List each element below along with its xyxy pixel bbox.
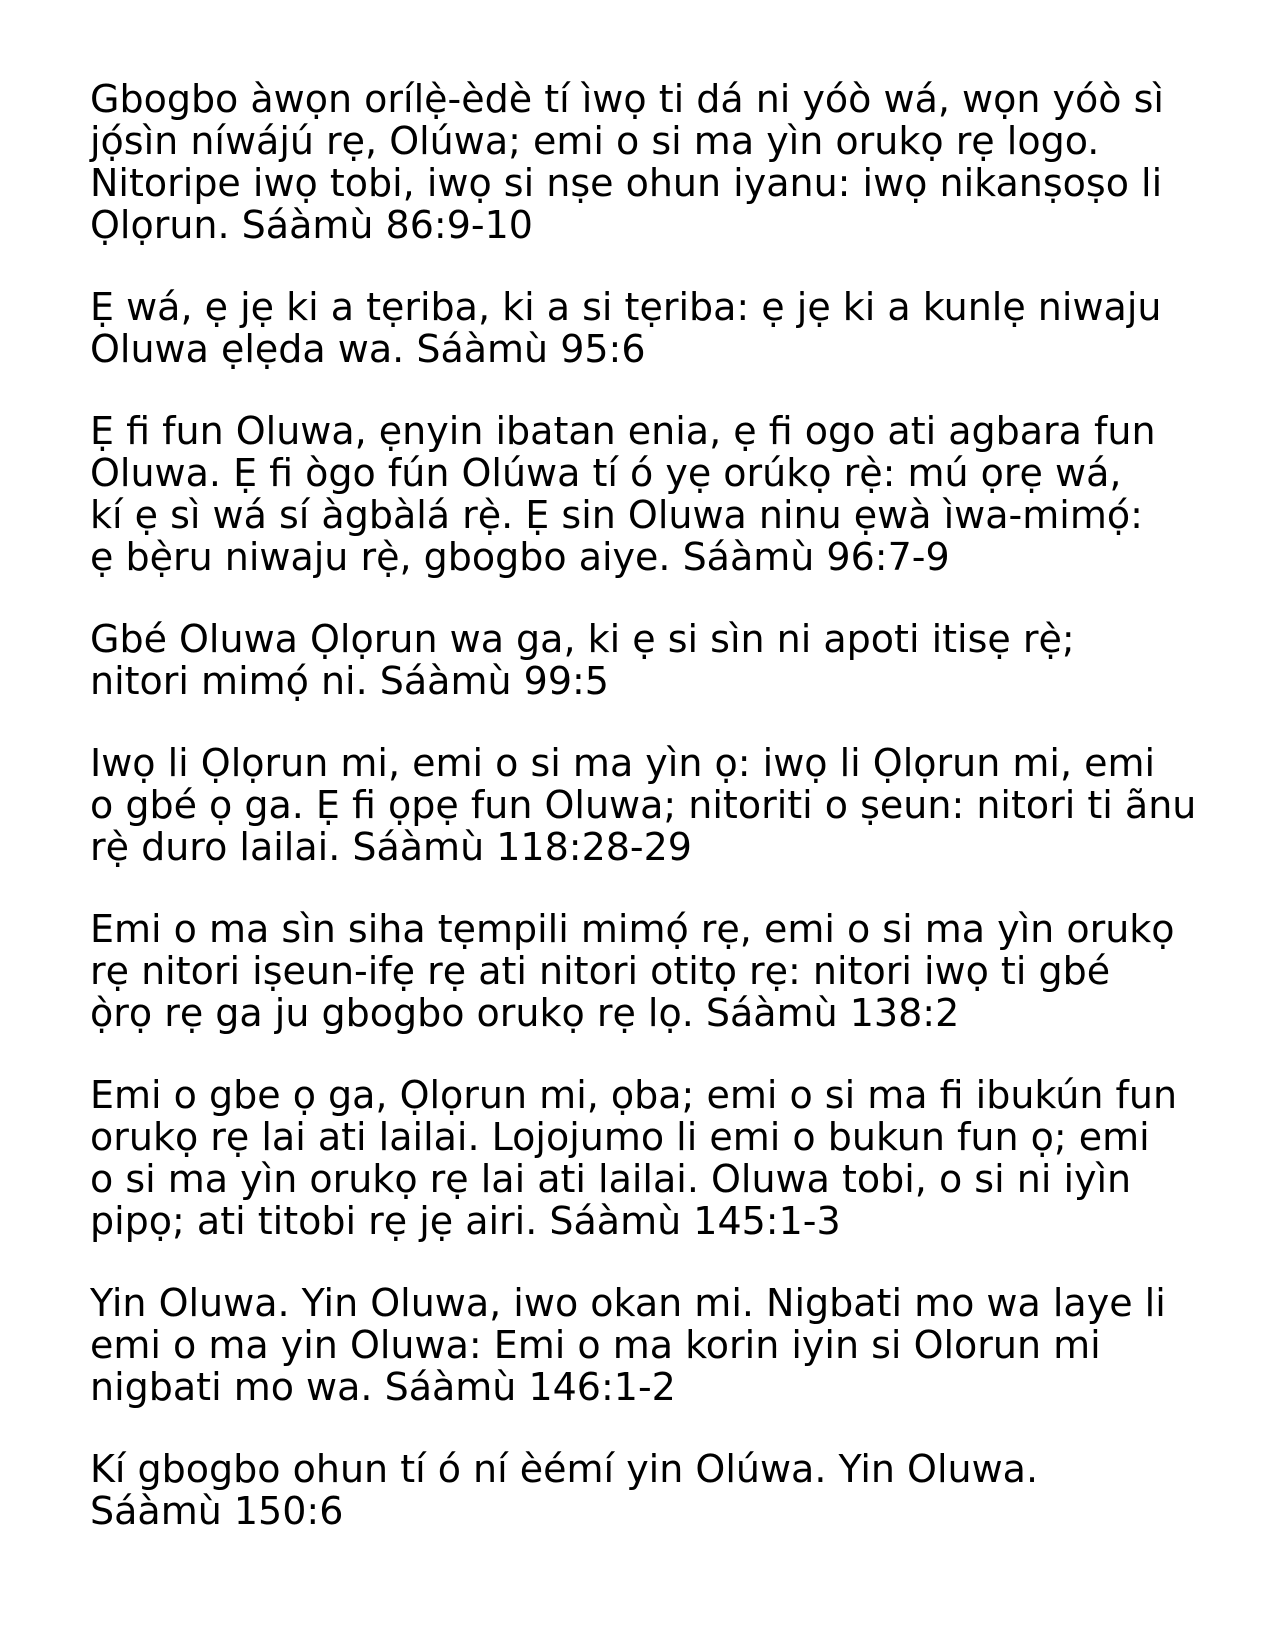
text-line: nitori mimọ́ ni. Sáàmù 99:5 (90, 659, 609, 703)
document-page (90, 78, 1240, 1572)
text-line: Oluwa. Ẹ fi ògo fún Olúwa tí ó yẹ orúkọ rẹ̀: mú ọrẹ wá, (90, 451, 1122, 495)
text-line: Gbé Oluwa Ọlọrun wa ga, ki ẹ si sìn ni apoti itisẹ rẹ̀; (90, 617, 1075, 661)
verse-paragraph (90, 286, 1240, 370)
text-line: Oluwa ẹlẹda wa. Sáàmù 95:6 (90, 327, 646, 371)
text-line: nigbati mo wa. Sáàmù 146:1-2 (90, 1365, 676, 1409)
text-line: Ọlọrun. Sáàmù 86:9-10 (90, 203, 533, 247)
text-line: kí ẹ sì wá sí àgbàlá rẹ̀. Ẹ sin Oluwa ninu ẹwà ìwa-mimọ́: (90, 493, 1143, 537)
text-line: Ẹ wá, ẹ jẹ ki a tẹriba, ki a si tẹriba: ẹ jẹ ki a kunlẹ niwaju (90, 285, 1162, 329)
verse-paragraph (90, 742, 1240, 868)
text-line: orukọ rẹ lai ati lailai. Lojojumo li emi o bukun fun ọ; emi (90, 1115, 1150, 1159)
text-line: Kí gbogbo ohun tí ó ní èémí yin Olúwa. Yin Oluwa. (90, 1447, 1039, 1491)
text-line: o gbé ọ ga. Ẹ fi ọpẹ fun Oluwa; nitoriti o ṣeun: nitori ti ãnu (90, 783, 1197, 827)
text-line: ọ̀rọ rẹ ga ju gbogbo orukọ rẹ lọ. Sáàmù 138:2 (90, 991, 960, 1035)
text-line: emi o ma yin Oluwa: Emi o ma korin iyin si Olorun mi (90, 1323, 1101, 1367)
verse-paragraph (90, 1282, 1240, 1408)
text-line: Gbogbo àwọn orílẹ̀-èdè tí ìwọ ti dá ni yóò wá, wọn yóò sì (90, 77, 1164, 121)
verse-paragraph (90, 410, 1240, 578)
text-line: rẹ̀ duro lailai. Sáàmù 118:28-29 (90, 825, 692, 869)
text-line: o si ma yìn orukọ rẹ lai ati lailai. Oluwa tobi, o si ni iyìn (90, 1157, 1132, 1201)
text-line: Emi o ma sìn siha tẹmpili mimọ́ rẹ, emi o si ma yìn orukọ (90, 907, 1175, 951)
text-line: Nitoripe iwọ tobi, iwọ si nṣe ohun iyanu: iwọ nikanṣoṣo li (90, 161, 1163, 205)
verse-paragraph (90, 78, 1240, 246)
text-line: Yin Oluwa. Yin Oluwa, iwo okan mi. Nigbati mo wa laye li (90, 1281, 1166, 1325)
text-line: Emi o gbe ọ ga, Ọlọrun mi, ọba; emi o si ma fi ibukún fun (90, 1073, 1178, 1117)
text-line: rẹ nitori iṣeun-ifẹ rẹ ati nitori otitọ rẹ: nitori iwọ ti gbé (90, 949, 1111, 993)
verse-paragraph (90, 908, 1240, 1034)
text-line: Iwọ li Ọlọrun mi, emi o si ma yìn ọ: iwọ li Ọlọrun mi, emi (90, 741, 1156, 785)
text-line: jọ́sìn níwájú rẹ, Olúwa; emi o si ma yìn orukọ rẹ logo. (90, 119, 1100, 163)
text-line: Ẹ fi fun Oluwa, ẹnyin ibatan enia, ẹ fi ogo ati agbara fun (90, 409, 1156, 453)
verse-paragraph (90, 1448, 1240, 1532)
text-line: ẹ bẹ̀ru niwaju rẹ̀, gbogbo aiye. Sáàmù 96:7-9 (90, 535, 950, 579)
verse-paragraph (90, 1074, 1240, 1242)
text-line: Sáàmù 150:6 (90, 1489, 344, 1533)
verse-paragraph (90, 618, 1240, 702)
text-line: pipọ; ati titobi rẹ jẹ airi. Sáàmù 145:1-3 (90, 1199, 841, 1243)
